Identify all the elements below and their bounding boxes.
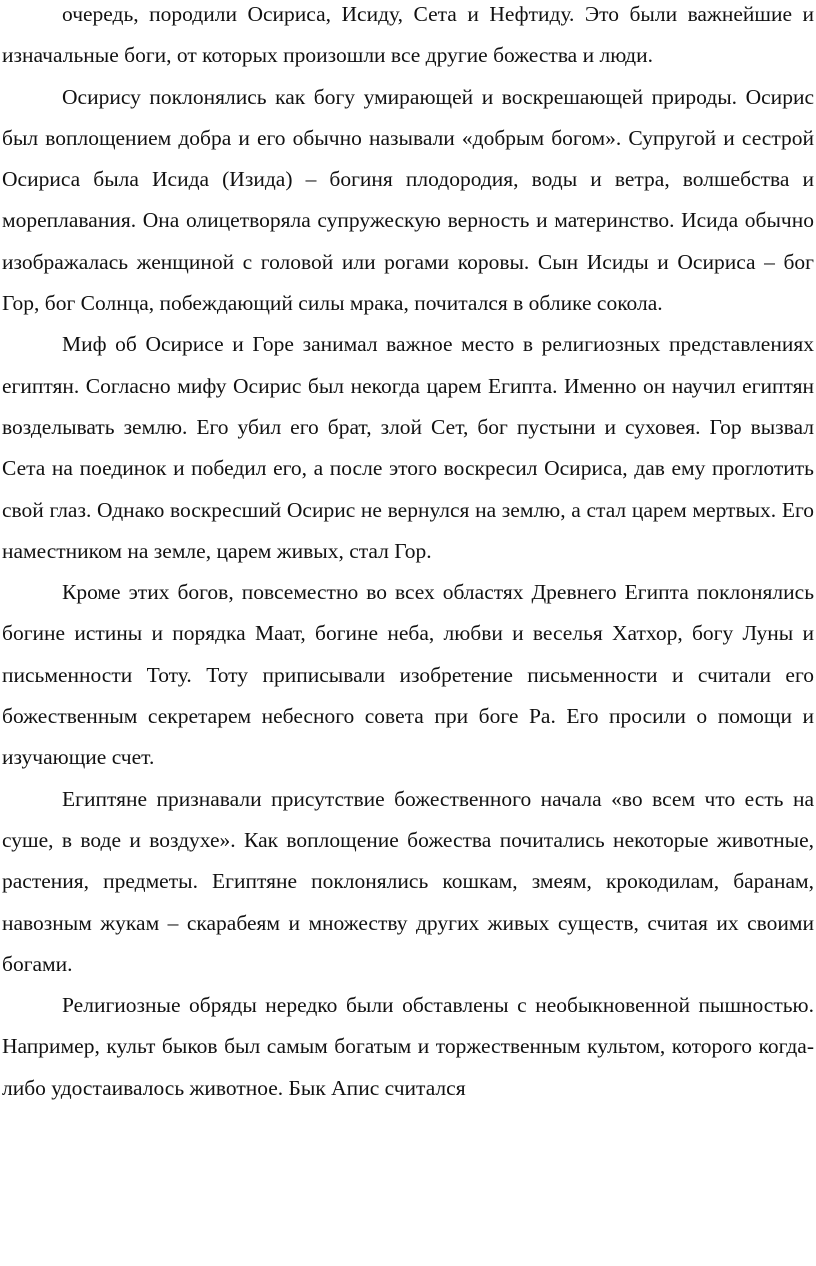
paragraph-3: Миф об Осирисе и Горе занимал важное место в религиозных представлениях египтян. Согласно мифу Осирис был некогда царем Египта. Именно он научил египтян возделывать землю. Его убил его брат, злой Сет, бог пустыни и суховея. Гор вызвал Сета на поединок и победил его, а после этого воскресил Осириса, дав ему проглотить свой глаз. Однако воскресший Осирис не вернулся на землю, а стал царем мертвых. Его наместником на земле, царем живых, стал Гор. — [2, 332, 814, 563]
paragraph-1: очередь, породили Осириса, Исиду, Сета и Нефтиду. Это были важнейшие и изначальные боги, от которых произошли все другие божества и люди. — [2, 2, 814, 68]
document-body — [2, 0, 814, 1109]
paragraph-5: Египтяне признавали присутствие божественного начала «во всем что есть на суше, в воде и воздухе». Как воплощение божества почитались некоторые животные, растения, предметы. Египтяне поклонялись кошкам, змеям, крокодилам, баранам, навозным жукам – скарабеям и множеству других живых существ, считая их своими богами. — [2, 786, 814, 976]
paragraph-6: Религиозные обряды нередко были обставлены с необыкновенной пышностью. Например, культ быков был самым богатым и торжественным культом, которого когда-либо удостаивалось животное. Бык Апис считался — [2, 993, 814, 1100]
paragraph-2: Осирису поклонялись как богу умирающей и воскрешающей природы. Осирис был воплощением добра и его обычно называли «добрым богом». Супругой и сестрой Осириса была Исида (Изида) – богиня плодородия, воды и ветра, волшебства и мореплавания. Она олицетворяла супружескую верность и материнство. Исида обычно изображалась женщиной с головой или рогами коровы. Сын Исиды и Осириса – бог Гор, бог Солнца, побеждающий силы мрака, почитался в облике сокола. — [2, 84, 814, 316]
paragraph-4: Кроме этих богов, повсеместно во всех областях Древнего Египта поклонялись богине истины и порядка Маат, богине неба, любви и веселья Хатхор, богу Луны и письменности Тоту. Тоту приписывали изобретение письменности и считали его божественным секретарем небесного совета при боге Ра. Его просили о помощи и изучающие счет. — [2, 580, 814, 770]
